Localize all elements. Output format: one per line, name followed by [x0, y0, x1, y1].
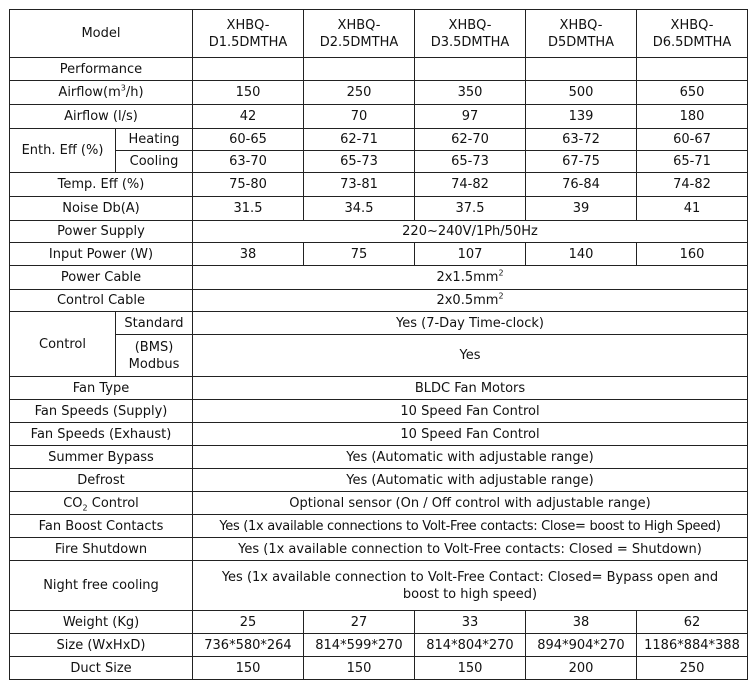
row-control-cable [10, 290, 748, 312]
weight-1: 25 [193, 611, 304, 634]
noise-3: 37.5 [415, 197, 526, 221]
row-fan-speeds-exhaust [10, 423, 748, 446]
label-summer-bypass: Summer Bypass [10, 446, 193, 469]
noise-1: 31.5 [193, 197, 304, 221]
model-4: XHBQ- D5DMTHA [526, 10, 637, 58]
label-defrost: Defrost [10, 469, 193, 492]
temp-eff-1: 75-80 [193, 173, 304, 197]
duct-size-1: 150 [193, 657, 304, 680]
size-1: 736*580*264 [193, 634, 304, 657]
summer-bypass-value: Yes (Automatic with adjustable range) [193, 446, 748, 469]
size-2: 814*599*270 [304, 634, 415, 657]
cooling-3: 65-73 [415, 151, 526, 173]
airflow-ls-3: 97 [415, 105, 526, 129]
airflow-m3h-3: 350 [415, 81, 526, 105]
label-standard: Standard [116, 312, 193, 335]
row-size [10, 634, 748, 657]
duct-size-5: 250 [637, 657, 748, 680]
heating-3: 62-70 [415, 129, 526, 151]
label-power-cable: Power Cable [10, 266, 193, 290]
noise-4: 39 [526, 197, 637, 221]
weight-4: 38 [526, 611, 637, 634]
airflow-ls-4: 139 [526, 105, 637, 129]
row-fan-speeds-supply [10, 400, 748, 423]
heating-4: 63-72 [526, 129, 637, 151]
model-2: XHBQ- D2.5DMTHA [304, 10, 415, 58]
row-airflow-ls [10, 105, 748, 129]
fan-speeds-exhaust-value: 10 Speed Fan Control [193, 423, 748, 446]
co2-control-value: Optional sensor (On / Off control with adjustable range) [193, 492, 748, 515]
label-airflow-ls: Airflow (l/s) [10, 105, 193, 129]
temp-eff-3: 74-82 [415, 173, 526, 197]
label-enth-eff: Enth. Eff (%) [10, 129, 116, 173]
row-performance [10, 58, 748, 81]
label-control: Control [10, 312, 116, 377]
heating-5: 60-67 [637, 129, 748, 151]
row-power-supply [10, 221, 748, 243]
noise-5: 41 [637, 197, 748, 221]
control-bms-value: Yes [193, 335, 748, 377]
row-co2-control [10, 492, 748, 515]
label-input-power: Input Power (W) [10, 243, 193, 266]
power-supply-value: 220~240V/1Ph/50Hz [193, 221, 748, 243]
temp-eff-2: 73-81 [304, 173, 415, 197]
row-fire-shutdown [10, 538, 748, 561]
label-co2-control: $CO_2$ Control [10, 492, 193, 515]
size-5: 1186*884*388 [637, 634, 748, 657]
row-cooling [10, 151, 748, 173]
input-power-4: 140 [526, 243, 637, 266]
row-control-standard [10, 312, 748, 335]
temp-eff-4: 76-84 [526, 173, 637, 197]
row-heating [10, 129, 748, 151]
control-cable-value: $2x0.5mm^2$ [193, 290, 748, 312]
model-1: XHBQ- D1.5DMTHA [193, 10, 304, 58]
label-fan-type: Fan Type [10, 377, 193, 400]
model-3: XHBQ- D3.5DMTHA [415, 10, 526, 58]
airflow-m3h-4: 500 [526, 81, 637, 105]
cooling-1: 63-70 [193, 151, 304, 173]
label-performance: Performance [10, 58, 193, 81]
control-standard-value: Yes (7-Day Time-clock) [193, 312, 748, 335]
airflow-ls-5: 180 [637, 105, 748, 129]
label-fire-shutdown: Fire Shutdown [10, 538, 193, 561]
weight-2: 27 [304, 611, 415, 634]
fan-boost-value: Yes (1x available connections to Volt-Free contacts: Close= boost to High Speed) [193, 515, 748, 538]
cooling-4: 67-75 [526, 151, 637, 173]
fire-shutdown-value: Yes (1x available connection to Volt-Free contacts: Closed = Shutdown) [193, 538, 748, 561]
duct-size-3: 150 [415, 657, 526, 680]
airflow-m3h-2: 250 [304, 81, 415, 105]
row-night-cooling [10, 561, 748, 611]
input-power-3: 107 [415, 243, 526, 266]
label-cooling: Cooling [116, 151, 193, 173]
duct-size-2: 150 [304, 657, 415, 680]
row-model [10, 10, 748, 58]
row-summer-bypass [10, 446, 748, 469]
row-input-power [10, 243, 748, 266]
row-fan-boost [10, 515, 748, 538]
airflow-ls-1: 42 [193, 105, 304, 129]
row-noise [10, 197, 748, 221]
noise-2: 34.5 [304, 197, 415, 221]
label-fan-speeds-supply: Fan Speeds (Supply) [10, 400, 193, 423]
power-cable-value: $2x1.5mm^2$ [193, 266, 748, 290]
weight-5: 62 [637, 611, 748, 634]
label-model: Model [10, 10, 193, 58]
row-duct-size [10, 657, 748, 680]
label-temp-eff: Temp. Eff (%) [10, 173, 193, 197]
row-power-cable [10, 266, 748, 290]
label-duct-size: Duct Size [10, 657, 193, 680]
label-bms: (BMS) Modbus [116, 335, 193, 377]
label-control-cable: Control Cable [10, 290, 193, 312]
heating-1: 60-65 [193, 129, 304, 151]
label-heating: Heating [116, 129, 193, 151]
size-3: 814*804*270 [415, 634, 526, 657]
input-power-2: 75 [304, 243, 415, 266]
row-temp-eff [10, 173, 748, 197]
airflow-m3h-5: 650 [637, 81, 748, 105]
row-defrost [10, 469, 748, 492]
row-fan-type [10, 377, 748, 400]
heating-2: 62-71 [304, 129, 415, 151]
row-control-bms [10, 335, 748, 377]
input-power-5: 160 [637, 243, 748, 266]
row-weight [10, 611, 748, 634]
cooling-5: 65-71 [637, 151, 748, 173]
duct-size-4: 200 [526, 657, 637, 680]
night-cooling-value: Yes (1x available connection to Volt-Free Contact: Closed= Bypass open and boost to high speed) [193, 561, 748, 611]
spec-table [9, 9, 748, 680]
airflow-m3h-1: 150 [193, 81, 304, 105]
row-airflow-m3h [10, 81, 748, 105]
defrost-value: Yes (Automatic with adjustable range) [193, 469, 748, 492]
label-fan-boost: Fan Boost Contacts [10, 515, 193, 538]
airflow-ls-2: 70 [304, 105, 415, 129]
label-noise: Noise Db(A) [10, 197, 193, 221]
label-size: Size (WxHxD) [10, 634, 193, 657]
temp-eff-5: 74-82 [637, 173, 748, 197]
label-airflow-m3h: $Airflow(m^3/h)$ [10, 81, 193, 105]
fan-speeds-supply-value: 10 Speed Fan Control [193, 400, 748, 423]
model-5: XHBQ- D6.5DMTHA [637, 10, 748, 58]
label-weight: Weight (Kg) [10, 611, 193, 634]
label-fan-speeds-exhaust: Fan Speeds (Exhaust) [10, 423, 193, 446]
weight-3: 33 [415, 611, 526, 634]
size-4: 894*904*270 [526, 634, 637, 657]
label-night-cooling: Night free cooling [10, 561, 193, 611]
cooling-2: 65-73 [304, 151, 415, 173]
fan-type-value: BLDC Fan Motors [193, 377, 748, 400]
input-power-1: 38 [193, 243, 304, 266]
label-power-supply: Power Supply [10, 221, 193, 243]
